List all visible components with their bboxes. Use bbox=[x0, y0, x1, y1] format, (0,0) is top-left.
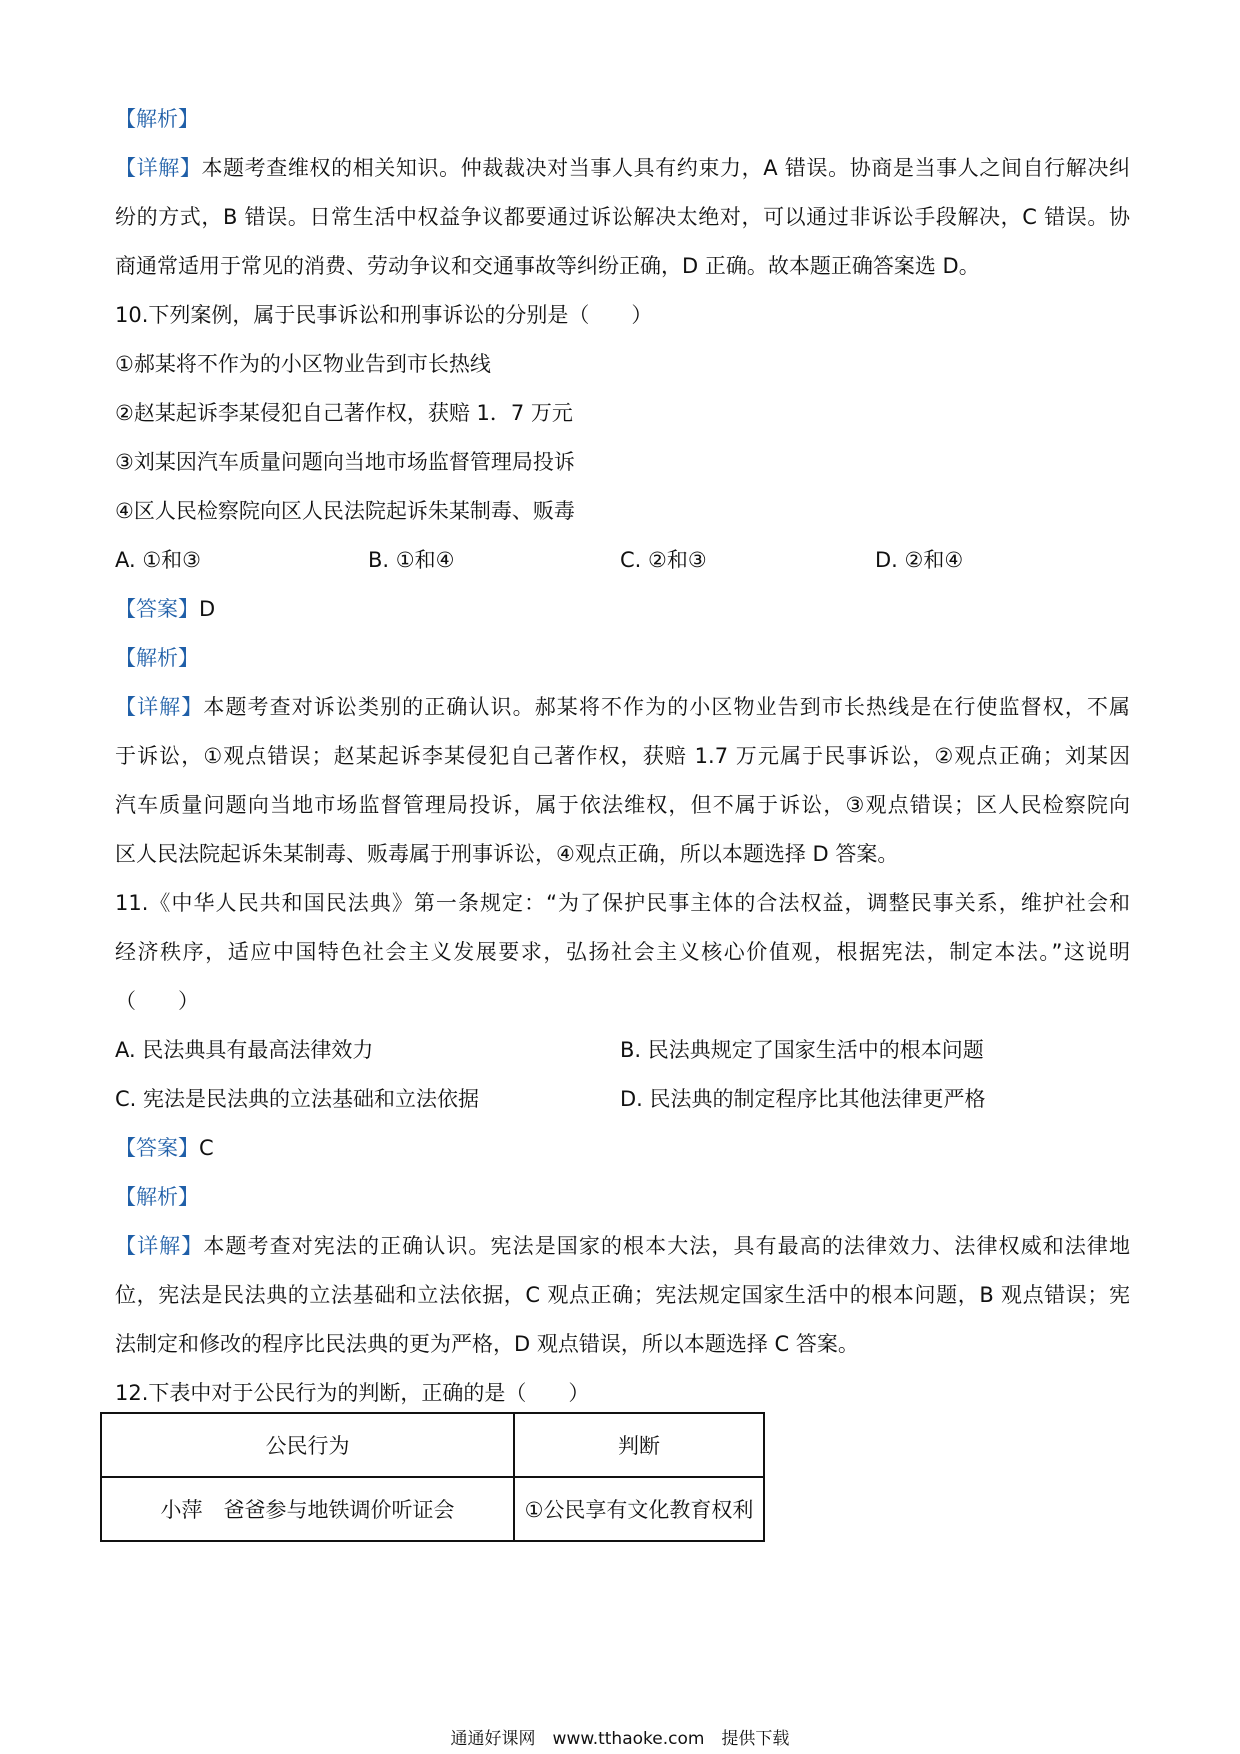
explanation-line: 区人民法院起诉朱某制毒、贩毒属于刑事诉讼，④观点正确，所以本题选择 D 答案。 bbox=[115, 842, 899, 866]
explanation-line: 汽车质量问题向当地市场监督管理局投诉，属于依法维权，但不属于诉讼，③观点错误；区人民检察院向 bbox=[115, 793, 1130, 817]
explanation-line bbox=[115, 1233, 1130, 1259]
explanation-line bbox=[115, 694, 1130, 720]
question-11-stem: （ ） bbox=[115, 989, 199, 1013]
explanation-text: 本题考查维权的相关知识。仲裁裁决对当事人具有约束力，A 错误。协商是当事人之间自行解决纠 bbox=[201, 156, 1130, 180]
explanation-line: 位，宪法是民法典的立法基础和立法依据，C 观点正确；宪法规定国家生活中的根本问题，B 观点错误；宪 bbox=[115, 1283, 1130, 1307]
explanation-line: 商通常适用于常见的消费、劳动争议和交通事故等纠纷正确，D 正确。故本题正确答案选 D。 bbox=[115, 254, 980, 278]
table-header-row bbox=[101, 1413, 764, 1477]
page-footer: 通通好课网 www.tthaoke.com 提供下载 bbox=[450, 1729, 790, 1749]
option-c: C. 宪法是民法典的立法基础和立法依据 bbox=[115, 1087, 480, 1111]
answer-line bbox=[115, 596, 1130, 622]
detail-label: 【详解】 bbox=[115, 1234, 204, 1258]
option-a: A. ①和③ bbox=[115, 548, 201, 572]
table-cell: 小萍 爸爸参与地铁调价听证会 bbox=[101, 1477, 514, 1541]
answer-label: 【答案】 bbox=[115, 597, 199, 621]
explanation-text: 本题考查对宪法的正确认识。宪法是国家的根本大法，具有最高的法律效力、法律权威和法律地 bbox=[203, 1234, 1130, 1258]
table-header: 判断 bbox=[514, 1413, 764, 1477]
question-10-item: ③刘某因汽车质量问题向当地市场监督管理局投诉 bbox=[115, 450, 575, 474]
detail-label: 【详解】 bbox=[115, 156, 202, 180]
answer-label: 【答案】 bbox=[115, 1136, 199, 1160]
explanation-line: 于诉讼，①观点错误；赵某起诉李某侵犯自己著作权，获赔 1.7 万元属于民事诉讼，②观点正确；刘某因 bbox=[115, 744, 1130, 768]
explanation-line: 法制定和修改的程序比民法典的更为严格，D 观点错误，所以本题选择 C 答案。 bbox=[115, 1332, 859, 1356]
question-11-stem: 经济秩序，适应中国特色社会主义发展要求，弘扬社会主义核心价值观，根据宪法，制定本法。”这说明 bbox=[115, 940, 1130, 964]
option-c: C. ②和③ bbox=[620, 548, 707, 572]
table-header: 公民行为 bbox=[101, 1413, 514, 1477]
table-row bbox=[101, 1477, 764, 1541]
option-b: B. ①和④ bbox=[368, 548, 455, 572]
option-b: B. 民法典规定了国家生活中的根本问题 bbox=[620, 1038, 984, 1062]
option-d: D. 民法典的制定程序比其他法律更严格 bbox=[620, 1087, 986, 1111]
question-11-stem: 11.《中华人民共和国民法典》第一条规定：“为了保护民事主体的合法权益，调整民事关系，维护社会和 bbox=[115, 891, 1130, 915]
question-12-stem: 12.下表中对于公民行为的判断，正确的是（ ） bbox=[115, 1381, 590, 1405]
answer-line bbox=[115, 1135, 1130, 1161]
judgement-table bbox=[100, 1412, 765, 1542]
explanation-line bbox=[115, 155, 1130, 181]
question-10-stem: 10.下列案例，属于民事诉讼和刑事诉讼的分别是（ ） bbox=[115, 303, 653, 327]
question-10-item: ①郝某将不作为的小区物业告到市长热线 bbox=[115, 352, 491, 376]
question-10-item: ②赵某起诉李某侵犯自己著作权，获赔 1．7 万元 bbox=[115, 401, 573, 425]
answer-value: C bbox=[199, 1136, 214, 1160]
question-10-item: ④区人民检察院向区人民法院起诉朱某制毒、贩毒 bbox=[115, 499, 575, 523]
table-cell: ①公民享有文化教育权利 bbox=[514, 1477, 764, 1541]
option-a: A. 民法典具有最高法律效力 bbox=[115, 1038, 374, 1062]
answer-value: D bbox=[199, 597, 216, 621]
analysis-label: 【解析】 bbox=[115, 107, 199, 131]
option-d: D. ②和④ bbox=[875, 548, 964, 572]
analysis-label: 【解析】 bbox=[115, 1185, 199, 1209]
analysis-label: 【解析】 bbox=[115, 646, 199, 670]
explanation-text: 本题考查对诉讼类别的正确认识。郝某将不作为的小区物业告到市长热线是在行使监督权，不属 bbox=[203, 695, 1130, 719]
detail-label: 【详解】 bbox=[115, 695, 204, 719]
explanation-line: 纷的方式，B 错误。日常生活中权益争议都要通过诉讼解决太绝对，可以通过非诉讼手段解决，C 错误。协 bbox=[115, 205, 1130, 229]
